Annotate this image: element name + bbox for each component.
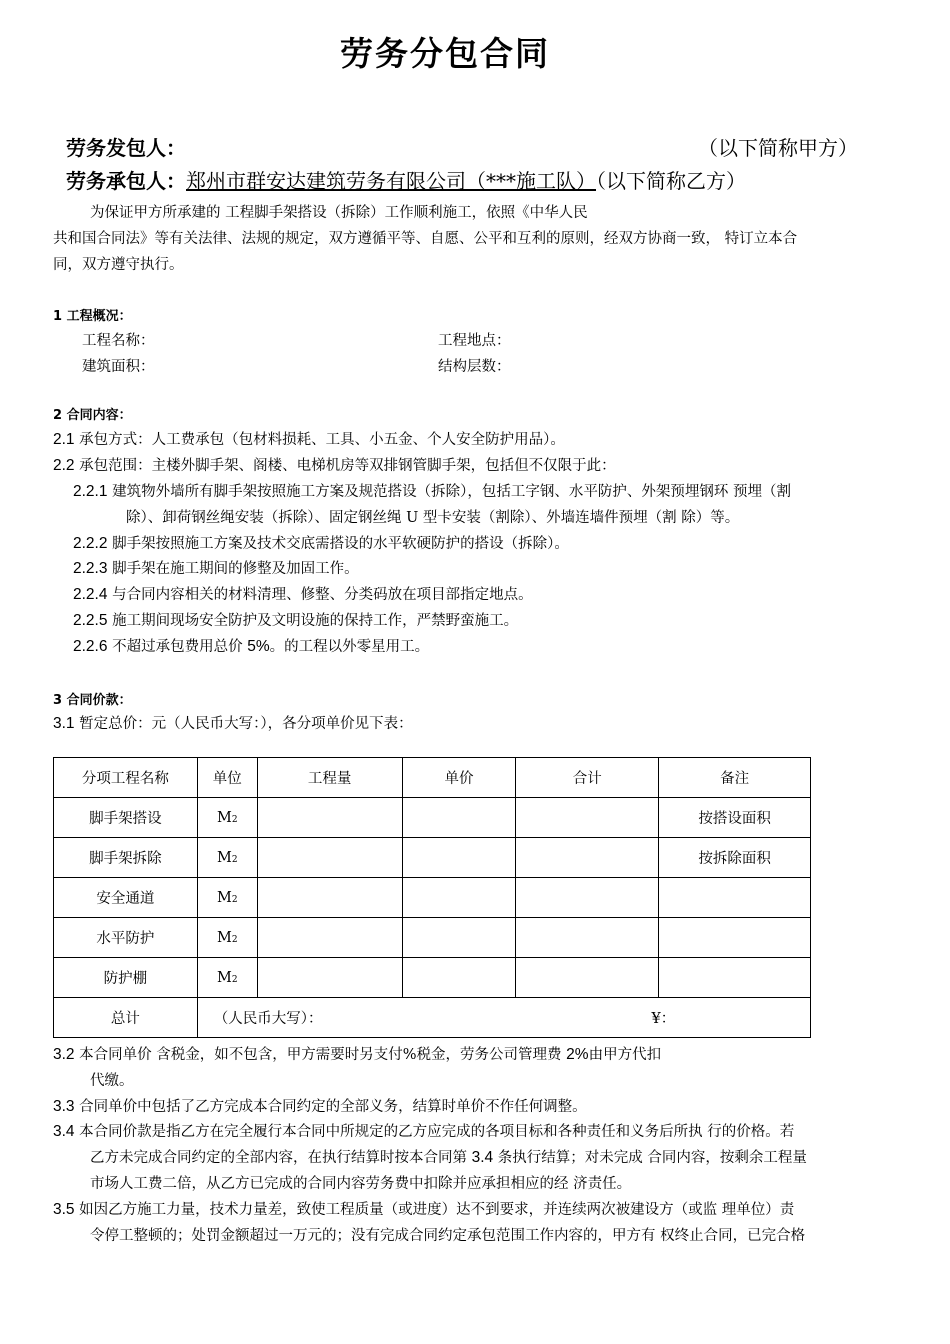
total-yen-label: ¥： — [651, 1011, 676, 1027]
item-quantity — [257, 958, 402, 998]
project-location-label: 工程地点： — [438, 333, 511, 349]
structure-floors-label: 结构层数： — [438, 359, 511, 375]
clause-3-4: 3.4 本合同价款是指乙方在完全履行本合同中所规定的乙方应完成的各项目标和各种责任和义务后所执 行的价格。若 — [53, 1123, 795, 1140]
clause-3-5-cont: 令停工整顿的；处罚金额超过一万元的；没有完成合同约定承包范围工作内容的，甲方有 权终止合同，已完合格 — [90, 1228, 806, 1244]
item-name: 脚手架拆除 — [54, 838, 198, 878]
clause-2-2-6: 2.2.6 不超过承包费用总价 5%。的工程以外零星用工。 — [73, 638, 430, 655]
table-row — [54, 958, 811, 998]
item-unit: M2 — [197, 798, 257, 838]
total-label: 总计 — [54, 998, 198, 1038]
section-3-heading: 3 合同价款： — [53, 693, 132, 708]
item-subtotal — [516, 958, 659, 998]
clause-3-3: 3.3 合同单价中包括了乙方完成本合同约定的全部义务，结算时单价不作任何调整。 — [53, 1098, 587, 1115]
clause-3-2: 3.2 本合同单价 含税金，如不包含，甲方需要时另支付%税金，劳务公司管理费 2%由甲方代扣 — [53, 1046, 662, 1063]
item-unit-price — [402, 798, 516, 838]
table-header-cell: 工程量 — [257, 758, 402, 798]
table-total-row — [54, 998, 811, 1038]
clause-2-2-1: 2.2.1 建筑物外墙所有脚手架按照施工方案及规范搭设（拆除），包括工字钢、水平防护、外架预埋钢环 预埋（割 — [73, 483, 791, 500]
table-header-cell: 单位 — [197, 758, 257, 798]
clause-2-2-4: 2.2.4 与合同内容相关的材料清理、修整、分类码放在项目部指定地点。 — [73, 586, 533, 603]
item-unit: M2 — [197, 878, 257, 918]
table-header-cell: 备注 — [659, 758, 811, 798]
contractor-name: 郑州市群安达建筑劳务有限公司（***施工队） — [186, 169, 596, 193]
item-unit-price — [402, 918, 516, 958]
project-name-label: 工程名称： — [82, 333, 155, 349]
item-name: 脚手架搭设 — [54, 798, 198, 838]
clause-3-4-cont-1: 乙方未完成合同约定的全部内容，在执行结算时按本合同第 3.4 条执行结算；对未完成 合同内容，按剩余工程量 — [90, 1149, 807, 1166]
table-header-cell: 分项工程名称 — [54, 758, 198, 798]
clause-3-1: 3.1 暂定总价：元（人民币大写：），各分项单价见下表： — [53, 715, 413, 732]
clause-2-1: 2.1 承包方式：人工费承包（包材料损耗、工具、小五金、个人安全防护用品）。 — [53, 431, 565, 448]
table-row — [54, 878, 811, 918]
item-note — [659, 918, 811, 958]
item-note: 按搭设面积 — [659, 798, 811, 838]
intro-line-3: 同，双方遵守执行。 — [53, 257, 184, 273]
item-unit-price — [402, 838, 516, 878]
section-1-heading: 1 工程概况： — [53, 309, 132, 324]
item-subtotal — [516, 798, 659, 838]
clause-2-2-1-cont: 除）、卸荷钢丝绳安装（拆除）、固定钢丝绳 U 型卡安装（割除）、外墙连墙件预埋（割 除）等。 — [126, 510, 740, 526]
table-row — [54, 838, 811, 878]
item-unit-price — [402, 958, 516, 998]
item-quantity — [257, 838, 402, 878]
item-quantity — [257, 878, 402, 918]
section-2-heading: 2 合同内容： — [53, 408, 132, 423]
clause-2-2-5: 2.2.5 施工期间现场安全防护及文明设施的保持工作，严禁野蛮施工。 — [73, 612, 519, 629]
table-row — [54, 798, 811, 838]
clause-3-5: 3.5 如因乙方施工力量，技术力量差，致使工程质量（或进度）达不到要求，并连续两次被建设方（或监 理单位）责 — [53, 1201, 795, 1218]
contractor-label: 劳务承包人： — [66, 169, 186, 193]
item-name: 防护棚 — [54, 958, 198, 998]
intro-line-1: 为保证甲方所承建的 工程脚手架搭设（拆除）工作顺利施工，依照《中华人民 — [90, 205, 588, 221]
employer-line — [66, 132, 186, 161]
building-area-label: 建筑面积： — [82, 359, 155, 375]
item-subtotal — [516, 918, 659, 958]
clause-3-4-cont-2: 市场人工费二倍，从乙方已完成的合同内容劳务费中扣除并应承担相应的经 济责任。 — [90, 1176, 632, 1192]
table-header-cell: 合计 — [516, 758, 659, 798]
table-header-cell: 单价 — [402, 758, 516, 798]
total-amount — [197, 998, 810, 1038]
table-header-row — [54, 758, 811, 798]
item-subtotal — [516, 878, 659, 918]
total-words-label: （人民币大写）： — [213, 1011, 323, 1027]
table-row — [54, 918, 811, 958]
employer-label: 劳务发包人： — [66, 136, 186, 160]
item-subtotal — [516, 838, 659, 878]
item-quantity — [257, 918, 402, 958]
clause-3-2-cont: 代缴。 — [90, 1073, 134, 1089]
item-unit-price — [402, 878, 516, 918]
item-unit: M2 — [197, 958, 257, 998]
item-quantity — [257, 798, 402, 838]
employer-suffix: （以下简称甲方） — [698, 136, 858, 160]
clause-2-2: 2.2 承包范围：主楼外脚手架、阁楼、电梯机房等双排钢管脚手架，包括但不仅限于此： — [53, 457, 616, 474]
contractor-line — [66, 165, 746, 194]
item-unit: M2 — [197, 838, 257, 878]
item-unit: M2 — [197, 918, 257, 958]
item-note — [659, 878, 811, 918]
item-name: 安全通道 — [54, 878, 198, 918]
item-note — [659, 958, 811, 998]
intro-line-2: 共和国合同法》等有关法律、法规的规定，双方遵循平等、自愿、公平和互利的原则，经双方协商一致， 特订立本合 — [53, 231, 798, 247]
item-name: 水平防护 — [54, 918, 198, 958]
clause-2-2-2: 2.2.2 脚手架按照施工方案及技术交底需搭设的水平软硬防护的搭设（拆除）。 — [73, 535, 569, 552]
contractor-suffix: （以下简称乙方） — [596, 169, 746, 193]
clause-2-2-3: 2.2.3 脚手架在施工期间的修整及加固工作。 — [73, 560, 359, 577]
document-title: 劳务分包合同 — [340, 34, 550, 73]
price-table — [53, 757, 811, 1038]
item-note: 按拆除面积 — [659, 838, 811, 878]
